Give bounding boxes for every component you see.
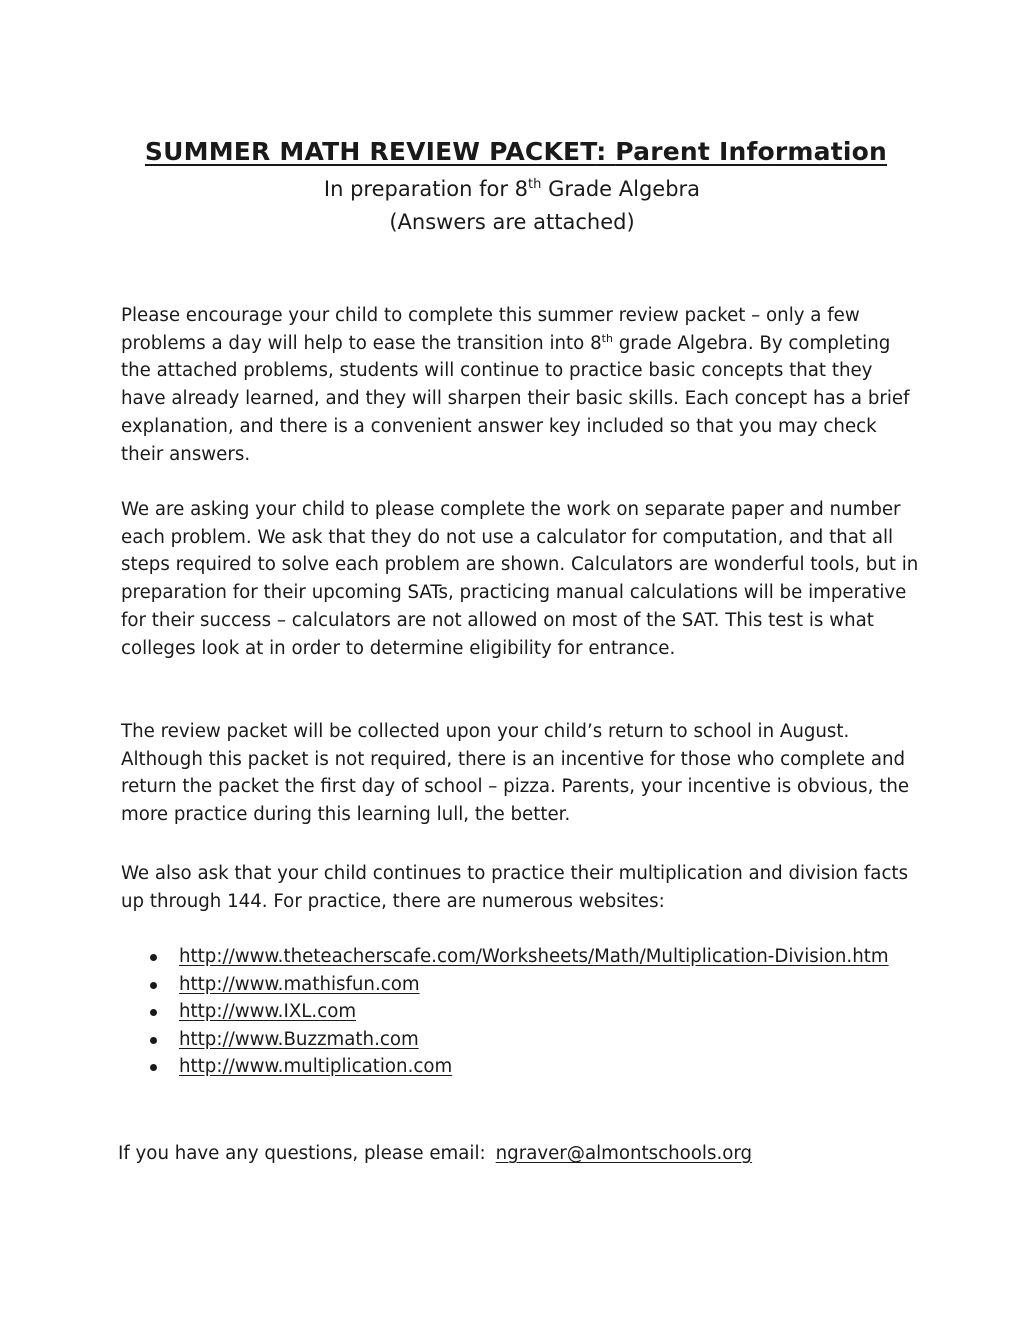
list-item bbox=[146, 1026, 906, 1054]
email-link[interactable]: ngraver@almontschools.org bbox=[495, 1143, 753, 1164]
subtitle-answers-note: (Answers are attached) bbox=[389, 210, 635, 234]
paragraph-superscript: th bbox=[601, 331, 613, 345]
header bbox=[0, 136, 1024, 239]
subtitle-text-end: Grade Algebra bbox=[541, 177, 701, 201]
list-item bbox=[146, 998, 906, 1026]
website-list bbox=[146, 943, 906, 1081]
title-main: SUMMER MATH REVIEW PACKET bbox=[144, 137, 597, 166]
paragraph-text: We also ask that your child continues to practice their multiplication and division facts up through 144. For practice, there are numerous websites: bbox=[121, 863, 909, 912]
page-title bbox=[8, 136, 1024, 168]
paragraph-text: The review packet will be collected upon your child’s return to school in August. Although this packet is not required, there is an incentive for those who complete and return the packet the first day of school – pizza. Parents, your incentive is obvious, the more practice during this learning lull, the better. bbox=[121, 721, 910, 826]
subtitle-superscript: th bbox=[528, 177, 542, 192]
list-item bbox=[146, 971, 906, 999]
paragraph-text: We are asking your child to please complete the work on separate paper and number each problem. We ask that they do not use a calculator for computation, and that all steps required to solve each problem are shown. Calculators are wonderful tools, but in preparation for their upcoming SATs, practicing manual calculations will be imperative for their success – calculators are not allowed on most of the SAT. This test is what colleges look at in order to determine eligibility for entrance. bbox=[121, 499, 919, 659]
paragraph-text: Please encourage your child to complete this summer review packet – only a few problems a day will help to ease the transition into 8 bbox=[121, 305, 860, 354]
title-sub: Parent Information bbox=[615, 137, 888, 166]
title-separator: : bbox=[596, 137, 616, 166]
paragraph-text-end: grade Algebra. By completing the attached problems, students will continue to practice basic concepts that they have already learned, and they will sharpen their basic skills. Each concept has a brief explanation, and there is a convenient answer key included so that you may check their answers. bbox=[121, 332, 910, 465]
subtitle-text: In preparation for 8 bbox=[323, 177, 529, 201]
link-buzzmath[interactable]: http://www.Buzzmath.com bbox=[179, 1028, 419, 1050]
list-item bbox=[146, 1053, 906, 1081]
contact-label: If you have any questions, please email: bbox=[118, 1143, 486, 1164]
list-item bbox=[146, 943, 906, 971]
paragraph-encouragement bbox=[121, 302, 921, 468]
link-mathisfun[interactable]: http://www.mathisfun.com bbox=[179, 973, 420, 995]
link-theteacherscafe[interactable]: http://www.theteacherscafe.com/Worksheets/Math/Multiplication-Division.htm bbox=[179, 946, 889, 967]
subtitle bbox=[0, 168, 1024, 206]
contact-line bbox=[118, 1140, 938, 1168]
link-ixl[interactable]: http://www.IXL.com bbox=[179, 1001, 357, 1022]
link-multiplication[interactable]: http://www.multiplication.com bbox=[179, 1056, 453, 1077]
paragraph-instructions bbox=[121, 496, 921, 662]
paragraph-collection bbox=[121, 718, 921, 829]
paragraph-practice bbox=[121, 860, 921, 915]
